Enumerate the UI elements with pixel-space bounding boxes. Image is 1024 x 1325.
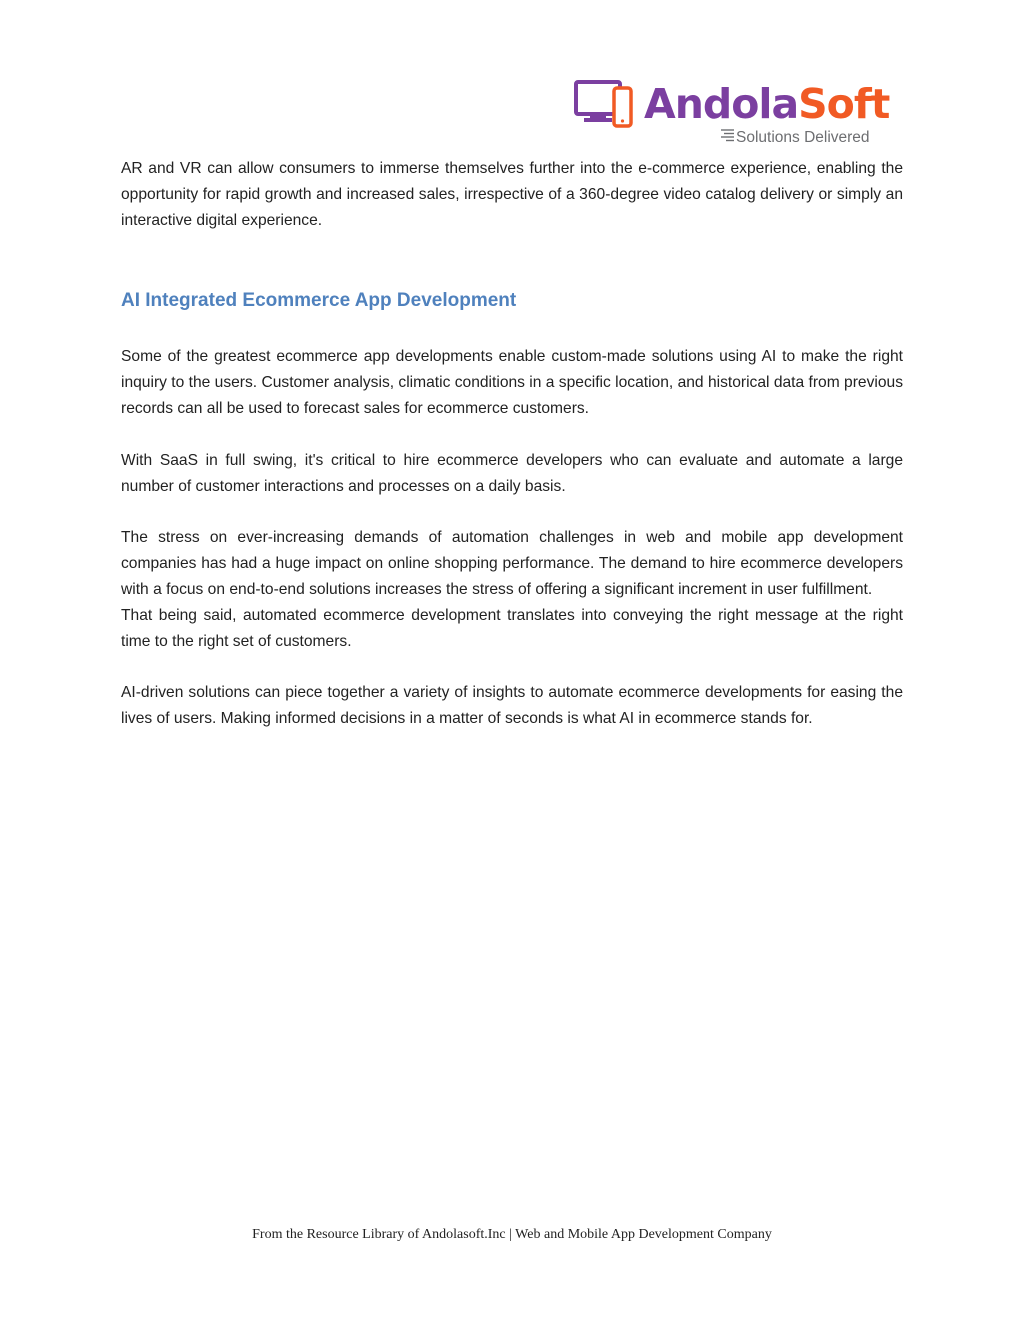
paragraph-that-being-said: That being said, automated ecommerce development translates into conveying the right message at the right time to the right set of customers. (121, 606, 903, 650)
paragraph-saas: With SaaS in full swing, it's critical to hire ecommerce developers who can evaluate and automate a large number of customer interactions and processes on a daily basis. (121, 451, 903, 495)
paragraph-gap (121, 499, 903, 525)
page-footer (0, 1226, 1024, 1244)
document-body (121, 156, 903, 732)
paragraph-ai-solutions: Some of the greatest ecommerce app developments enable custom-made solutions using AI to make the right inquiry to the users. Customer analysis, climatic conditions in a specific location, and historical data from previous records can all be used to forecast sales for ecommerce customers. (121, 348, 903, 417)
devices-icon (576, 82, 631, 126)
brand-andola: Andola (644, 80, 799, 128)
intro-paragraph: AR and VR can allow consumers to immerse themselves further into the e-commerce experience, enabling the opportunity for rapid growth and increased sales, irrespective of a 360-degree video catalog delivery or simply an interactive digital experience. (121, 160, 903, 229)
tagline-lines (721, 130, 734, 141)
section-heading: AI Integrated Ecommerce App Development (121, 290, 517, 312)
paragraph-ai-driven: AI-driven solutions can piece together a variety of insights to automate ecommerce developments for easing the lives of users. Making informed decisions in a matter of seconds is what AI in ecommerce stands for. (121, 684, 903, 728)
paragraph-gap (121, 422, 903, 448)
paragraph-gap (121, 654, 903, 680)
footer-text: From the Resource Library of Andolasoft.Inc | Web and Mobile App Development Company (252, 1227, 772, 1242)
andolasoft-logo (574, 76, 890, 146)
brand-soft: Soft (798, 80, 890, 128)
paragraph-automation-stress: The stress on ever-increasing demands of automation challenges in web and mobile app development companies has had a huge impact on online shopping performance. The demand to hire ecommerce developers with a focus on end-to-end solutions increases the stress of offering a significant increment in user fulfillment. (121, 529, 903, 598)
svg-text:AndolaSoft (644, 80, 890, 128)
logo-tagline: Solutions Delivered (736, 129, 870, 146)
